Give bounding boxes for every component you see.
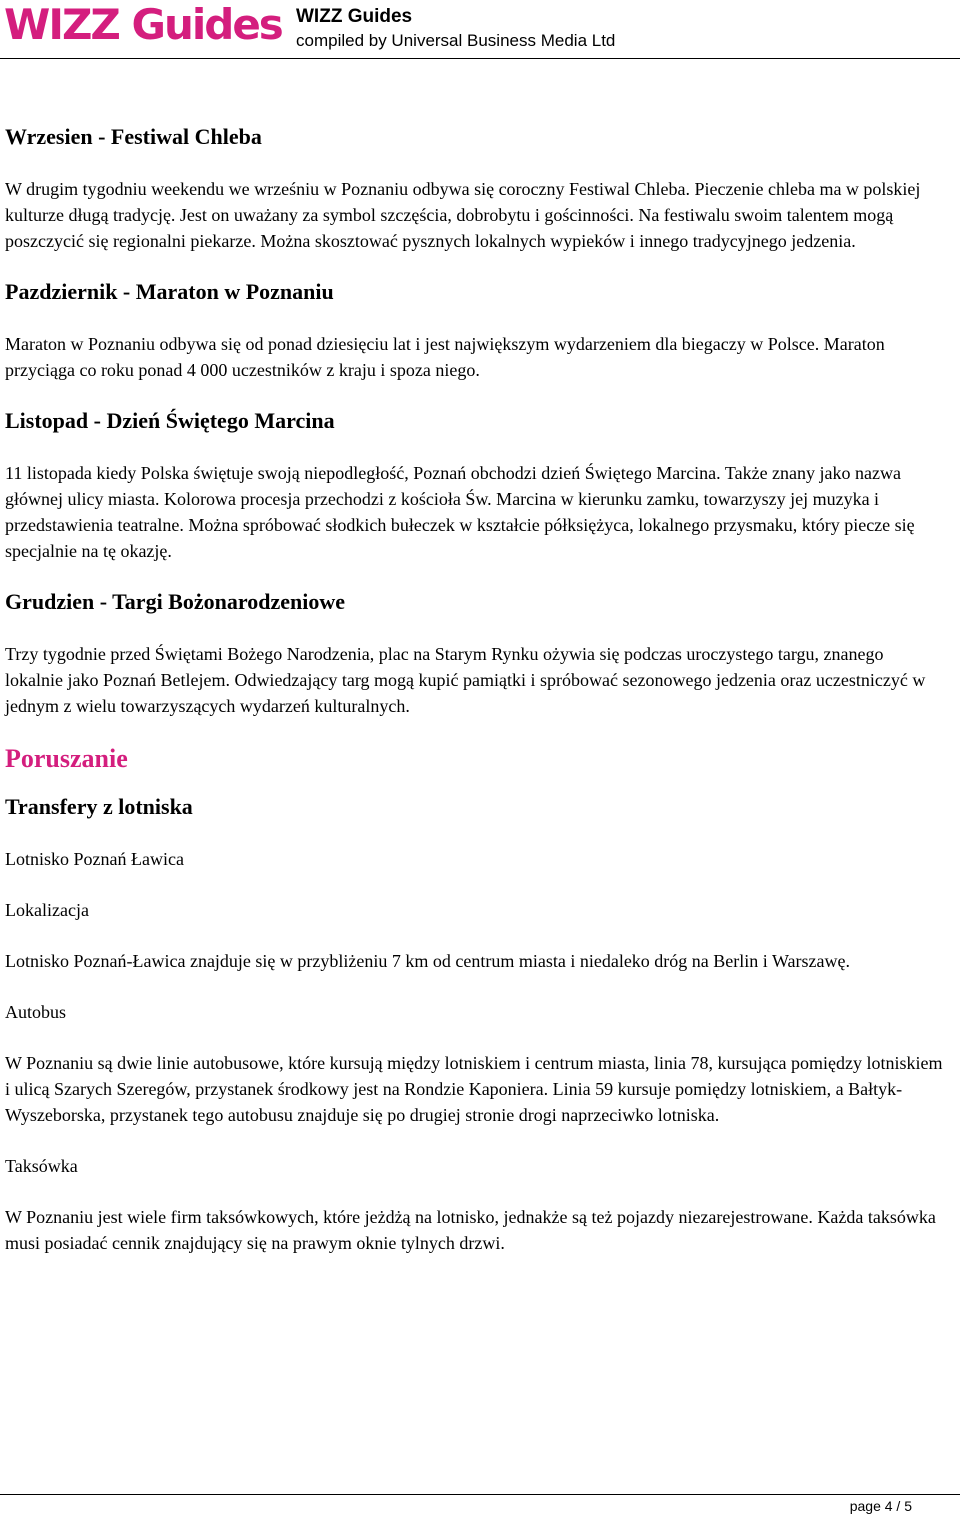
header-text <box>296 5 615 53</box>
section-heading-december: Grudzien - Targi Bożonarodzeniowe <box>5 589 345 614</box>
wizz-guides-logo: WIZZ Guides <box>4 0 282 49</box>
page-header <box>0 0 960 60</box>
airport-name: Lotnisko Poznań Ławica <box>5 849 184 869</box>
bus-text: W Poznaniu są dwie linie autobusowe, które kursują między lotniskiem i centrum miasta, linia 78, kursująca pomiędzy lotniskiem i ulicą Szarych Szeregów, przystanek środkowy jest na Rondzie Kaponiera. Linia 59 kursuje pomiędzy lotniskiem, a Bałtyk-Wyszeborska, przystanek tego autobusu znajduje się po drugiej stronie drogi naprzeciwko lotniska. <box>5 1053 943 1125</box>
section-heading-november: Listopad - Dzień Świętego Marcina <box>5 408 335 433</box>
document-content <box>5 116 945 1281</box>
section-heading-september: Wrzesien - Festiwal Chleba <box>5 124 262 149</box>
taxi-text: W Poznaniu jest wiele firm taksówkowych, które jeżdżą na lotnisko, jednakże są też pojazdy niezarejestrowane. Każda taksówka musi posiadać cennik znajdujący się na prawym oknie tylnych drzwi. <box>5 1207 936 1253</box>
page-number: page 4 / 5 <box>849 1498 912 1514</box>
section-body-september: W drugim tygodniu weekendu we wrześniu w Poznaniu odbywa się coroczny Festiwal Chleba. Pieczenie chleba ma w polskiej kulturze długą tradycję. Jest on uważany za symbol szczęścia, dobrobytu i gościnności. Na festiwalu swoim talentem mogą poszczycić się regionalni piekarze. Można skosztować pysznych lokalnych wypieków i innego tradycyjnego jedzenia. <box>5 179 921 251</box>
getting-around-title: Poruszanie <box>5 744 128 773</box>
section-heading-october: Pazdziernik - Maraton w Poznaniu <box>5 279 334 304</box>
header-title: WIZZ Guides <box>296 6 413 27</box>
bus-label: Autobus <box>5 1002 67 1022</box>
airport-transfers-heading: Transfery z lotniska <box>5 794 193 819</box>
header-subtitle: compiled by Universal Business Media Ltd <box>296 31 616 50</box>
location-label: Lokalizacja <box>5 900 89 920</box>
section-body-october: Maraton w Poznaniu odbywa się od ponad dziesięciu lat i jest największym wydarzeniem dla biegaczy w Polsce. Maraton przyciąga co roku ponad 4 000 uczestników z kraju i spoza niego. <box>5 334 885 380</box>
section-body-december: Trzy tygodnie przed Świętami Bożego Narodzenia, plac na Starym Rynku ożywia się podczas uroczystego targu, znanego lokalnie jako Poznań Betlejem. Odwiedzający targ mogą kupić pamiątki i spróbować sezonowego jedzenia oraz uczestniczyć w jednym z wielu towarzyszących wydarzeń kulturalnych. <box>5 644 926 716</box>
footer-divider <box>0 1494 960 1495</box>
section-body-november: 11 listopada kiedy Polska świętuje swoją niepodległość, Poznań obchodzi dzień Świętego Marcina. Także znany jako nazwa głównej ulicy miasta. Kolorowa procesja przechodzi z kościoła Św. Marcina w kierunku zamku, towarzyszy jej muzyka i przedstawienia teatralne. Można spróbować słodkich bułeczek w kształcie półksiężyca, lokalnego przysmaku, który piecze się specjalnie na tę okazję. <box>5 463 915 561</box>
taxi-label: Taksówka <box>5 1156 78 1176</box>
header-divider <box>0 58 960 59</box>
location-text: Lotnisko Poznań-Ławica znajduje się w przybliżeniu 7 km od centrum miasta i niedaleko dróg na Berlin i Warszawę. <box>5 951 850 971</box>
